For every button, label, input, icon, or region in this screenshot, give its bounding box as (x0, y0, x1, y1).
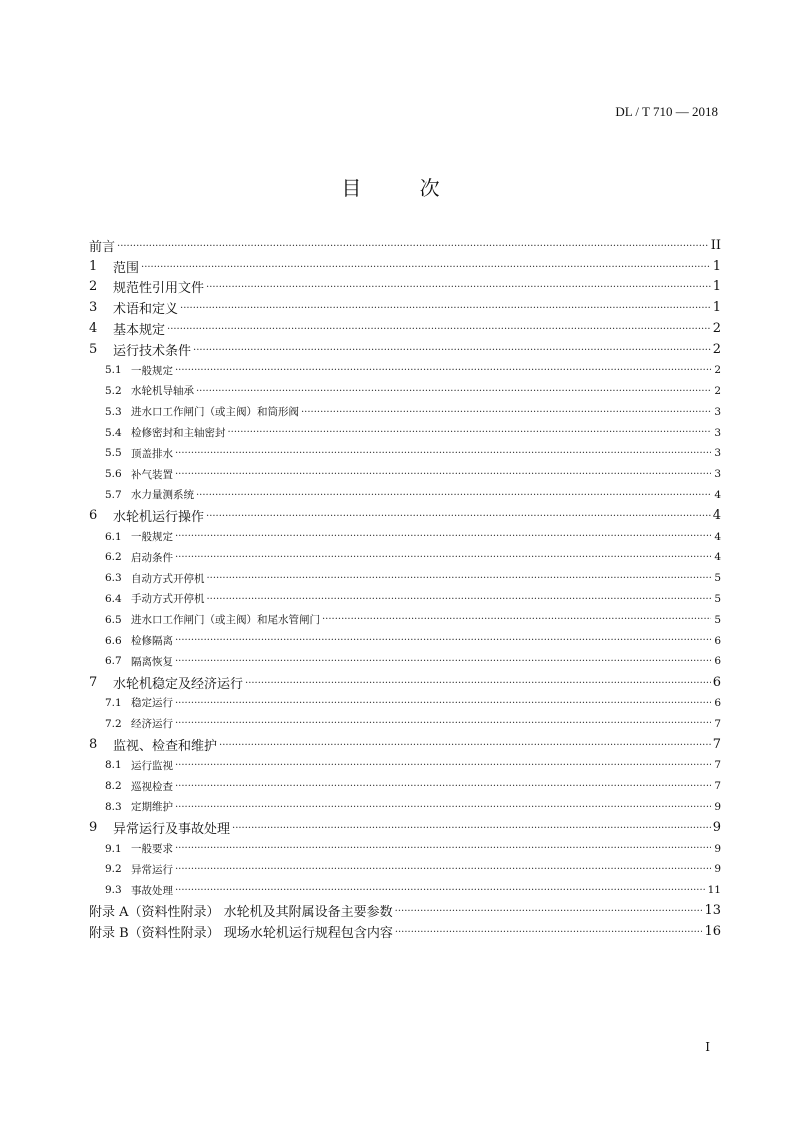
toc-entry-number: 9.3 (105, 884, 122, 897)
toc-entry-number: 4 (89, 321, 98, 337)
toc-entry-number: 7.1 (105, 696, 122, 709)
toc-entry[interactable] (89, 464, 721, 485)
toc-entry-number: 5.5 (105, 447, 122, 460)
toc-entry-label: 稳定运行 (131, 697, 173, 710)
toc-entry-number: 6.1 (105, 530, 122, 543)
toc-entry-number: 9.2 (105, 863, 122, 876)
toc-entry-label: 启动条件 (131, 551, 173, 564)
toc-entry-page: 3 (714, 468, 721, 481)
document-code: DL / T 710 — 2018 (615, 104, 718, 119)
toc-entry-label: 异常运行及事故处理 (113, 822, 231, 838)
toc-entry-page: 3 (714, 405, 721, 418)
dot-leader (175, 843, 711, 854)
toc-entry-label: 监视、检查和维护 (113, 739, 218, 755)
toc-entry-label: 基本规定 (113, 323, 166, 339)
toc-entry-number: 5.7 (105, 488, 122, 501)
toc-entry-label: 一般规定 (131, 364, 173, 377)
dot-leader (228, 427, 712, 438)
toc-entry-number: 6.3 (105, 572, 122, 585)
toc-entry[interactable] (89, 360, 721, 381)
toc-entry[interactable] (89, 630, 721, 651)
toc-entry[interactable] (89, 651, 721, 672)
toc-entry-number: 1 (89, 258, 98, 274)
dot-leader (395, 925, 703, 938)
toc-entry-number: 5 (89, 341, 98, 357)
toc-entry-page: 9 (712, 820, 721, 836)
toc-entry-label: 进水口工作闸门（或主阀）和尾水管闸门 (131, 614, 320, 627)
dot-leader (301, 407, 711, 418)
dot-leader (175, 469, 711, 480)
toc-entry[interactable] (89, 526, 721, 547)
toc-entry-number: 6 (89, 508, 98, 524)
toc-entry-label: 事故处理 (131, 884, 173, 897)
toc-entry[interactable] (89, 256, 721, 277)
dot-leader (219, 738, 711, 751)
toc-entry[interactable] (89, 693, 721, 714)
toc-entry-label: 水力量测系统 (131, 489, 194, 502)
toc-entry-label: 异常运行 (131, 863, 173, 876)
toc-entry-label: 附录 A（资料性附录） 水轮机及其附属设备主要参数 (89, 905, 393, 921)
toc-entry-page: 4 (714, 530, 721, 543)
toc-entry-label: 一般要求 (131, 843, 173, 855)
toc-entry-label: 水轮机运行操作 (113, 510, 205, 526)
toc-entry-page: 6 (714, 655, 721, 668)
toc-entry-number: 5.1 (105, 364, 122, 377)
dot-leader (141, 260, 711, 273)
dot-leader (175, 760, 711, 771)
toc-entry-label: 补气装置 (131, 468, 173, 481)
toc-entry-page: 2 (712, 341, 721, 357)
table-of-contents (89, 235, 721, 942)
toc-entry[interactable] (89, 547, 721, 568)
toc-entry-number: 6.5 (105, 613, 122, 626)
toc-entry-label: 检修隔离 (131, 635, 173, 648)
toc-entry[interactable] (89, 401, 721, 422)
dot-leader (175, 802, 711, 813)
toc-entry[interactable] (89, 921, 721, 942)
toc-entry-number: 5.4 (105, 426, 122, 439)
toc-entry[interactable] (89, 485, 721, 506)
toc-entry-number: 3 (89, 300, 98, 316)
toc-entry[interactable] (89, 589, 721, 610)
toc-entry-page: 7 (714, 780, 721, 793)
toc-entry-number: 5.6 (105, 468, 122, 481)
toc-entry-page: 1 (712, 300, 721, 316)
dot-leader (207, 573, 712, 584)
toc-entry-label: 规范性引用文件 (113, 281, 205, 297)
dot-leader (175, 864, 711, 875)
dot-leader (232, 821, 711, 834)
toc-entry-page: 3 (714, 447, 721, 460)
dot-leader (196, 490, 711, 501)
dot-leader (175, 365, 711, 376)
dot-leader (117, 239, 709, 252)
toc-entry-page: 16 (704, 924, 721, 940)
toc-entry-page: 3 (714, 426, 721, 439)
toc-entry-number: 9 (89, 820, 98, 836)
toc-entry-page: 11 (707, 884, 721, 897)
toc-entry-label: 一般规定 (131, 531, 173, 544)
dot-leader (175, 552, 711, 563)
toc-entry-label: 附录 B（资料性附录） 现场水轮机运行规程包含内容 (89, 926, 393, 942)
dot-leader (167, 322, 711, 335)
toc-entry-label: 运行技术条件 (113, 343, 192, 359)
toc-entry-page: II (710, 237, 721, 253)
toc-entry-number: 6.4 (105, 592, 122, 605)
dot-leader (175, 885, 706, 896)
toc-entry-number: 7 (89, 674, 98, 690)
toc-entry-page: 7 (714, 759, 721, 772)
toc-entry-label: 自动方式开停机 (131, 572, 205, 585)
toc-entry-number: 8.3 (105, 800, 122, 813)
toc-entry-label: 巡视检查 (131, 780, 173, 793)
dot-leader (175, 718, 711, 729)
toc-entry[interactable] (89, 339, 721, 360)
toc-entry-number: 8.2 (105, 780, 122, 793)
toc-entry[interactable] (89, 422, 721, 443)
toc-entry-page: 7 (714, 717, 721, 730)
toc-entry-number: 7.2 (105, 717, 122, 730)
page-number: I (705, 1040, 710, 1054)
dot-leader (322, 614, 711, 625)
toc-entry-page: 1 (712, 258, 721, 274)
toc-entry-number: 5.3 (105, 405, 122, 418)
toc-entry[interactable] (89, 797, 721, 818)
dot-leader (193, 343, 711, 356)
toc-entry[interactable] (89, 235, 721, 256)
dot-leader (196, 386, 711, 397)
toc-entry-number: 5.2 (105, 384, 122, 397)
dot-leader (175, 635, 711, 646)
toc-entry-number: 8 (89, 737, 98, 753)
toc-entry[interactable] (89, 672, 721, 693)
toc-entry-label: 水轮机稳定及经济运行 (113, 676, 244, 692)
toc-entry-page: 13 (704, 903, 721, 919)
dot-leader (245, 676, 711, 689)
toc-entry[interactable] (89, 901, 721, 922)
toc-entry-label: 前言 (89, 239, 116, 255)
toc-entry[interactable] (89, 609, 721, 630)
toc-entry-label: 手动方式开停机 (131, 593, 205, 606)
toc-entry-page: 5 (714, 592, 721, 605)
dot-leader (175, 531, 711, 542)
toc-entry-page: 4 (714, 551, 721, 564)
toc-entry[interactable] (89, 776, 721, 797)
dot-leader (175, 448, 711, 459)
toc-entry-page: 2 (714, 384, 721, 397)
toc-entry-label: 水轮机导轴承 (131, 385, 194, 398)
toc-entry-page: 2 (714, 364, 721, 377)
toc-entry-label: 运行监视 (131, 759, 173, 772)
toc-entry[interactable] (89, 755, 721, 776)
toc-entry-page: 7 (712, 737, 721, 753)
toc-entry-page: 5 (714, 572, 721, 585)
toc-entry-page: 6 (714, 634, 721, 647)
toc-entry[interactable] (89, 381, 721, 402)
toc-entry[interactable] (89, 318, 721, 339)
dot-leader (395, 904, 703, 917)
toc-entry-page: 6 (714, 696, 721, 709)
toc-entry[interactable] (89, 713, 721, 734)
toc-entry-page: 4 (712, 508, 721, 524)
toc-entry-number: 6.2 (105, 551, 122, 564)
toc-entry-page: 9 (714, 842, 721, 855)
dot-leader (175, 656, 711, 667)
toc-entry[interactable] (89, 734, 721, 755)
dot-leader (206, 280, 711, 293)
toc-entry-number: 2 (89, 279, 98, 295)
toc-entry-page: 5 (714, 613, 721, 626)
toc-entry-label: 术语和定义 (113, 302, 179, 318)
toc-entry[interactable] (89, 817, 721, 838)
toc-entry-label: 检修密封和主轴密封 (131, 427, 226, 440)
dot-leader (207, 594, 712, 605)
toc-entry[interactable] (89, 568, 721, 589)
dot-leader (175, 781, 711, 792)
toc-entry-page: 1 (712, 279, 721, 295)
toc-entry-page: 9 (714, 800, 721, 813)
toc-entry-number: 6.7 (105, 655, 122, 668)
toc-entry-page: 2 (712, 321, 721, 337)
toc-entry-page: 6 (712, 674, 721, 690)
toc-entry-number: 9.1 (105, 842, 122, 855)
toc-entry-page: 4 (714, 488, 721, 501)
toc-entry-label: 经济运行 (131, 718, 173, 731)
toc-entry[interactable] (89, 443, 721, 464)
toc-entry-number: 8.1 (105, 759, 122, 772)
toc-entry-page: 9 (714, 863, 721, 876)
toc-entry[interactable] (89, 859, 721, 880)
toc-entry-label: 顶盖排水 (131, 447, 173, 460)
toc-entry-label: 定期维护 (131, 801, 173, 814)
dot-leader (206, 509, 711, 522)
dot-leader (175, 698, 711, 709)
toc-entry[interactable] (89, 838, 721, 859)
toc-entry[interactable] (89, 277, 721, 298)
toc-entry-label: 隔离恢复 (131, 655, 173, 668)
toc-entry[interactable] (89, 505, 721, 526)
toc-entry-label: 范围 (113, 260, 140, 276)
toc-entry[interactable] (89, 880, 721, 901)
toc-entry-number: 6.6 (105, 634, 122, 647)
page-title: 目 次 (341, 176, 466, 200)
dot-leader (180, 301, 711, 314)
toc-entry-label: 进水口工作闸门（或主阀）和筒形阀 (131, 406, 299, 419)
toc-entry[interactable] (89, 297, 721, 318)
